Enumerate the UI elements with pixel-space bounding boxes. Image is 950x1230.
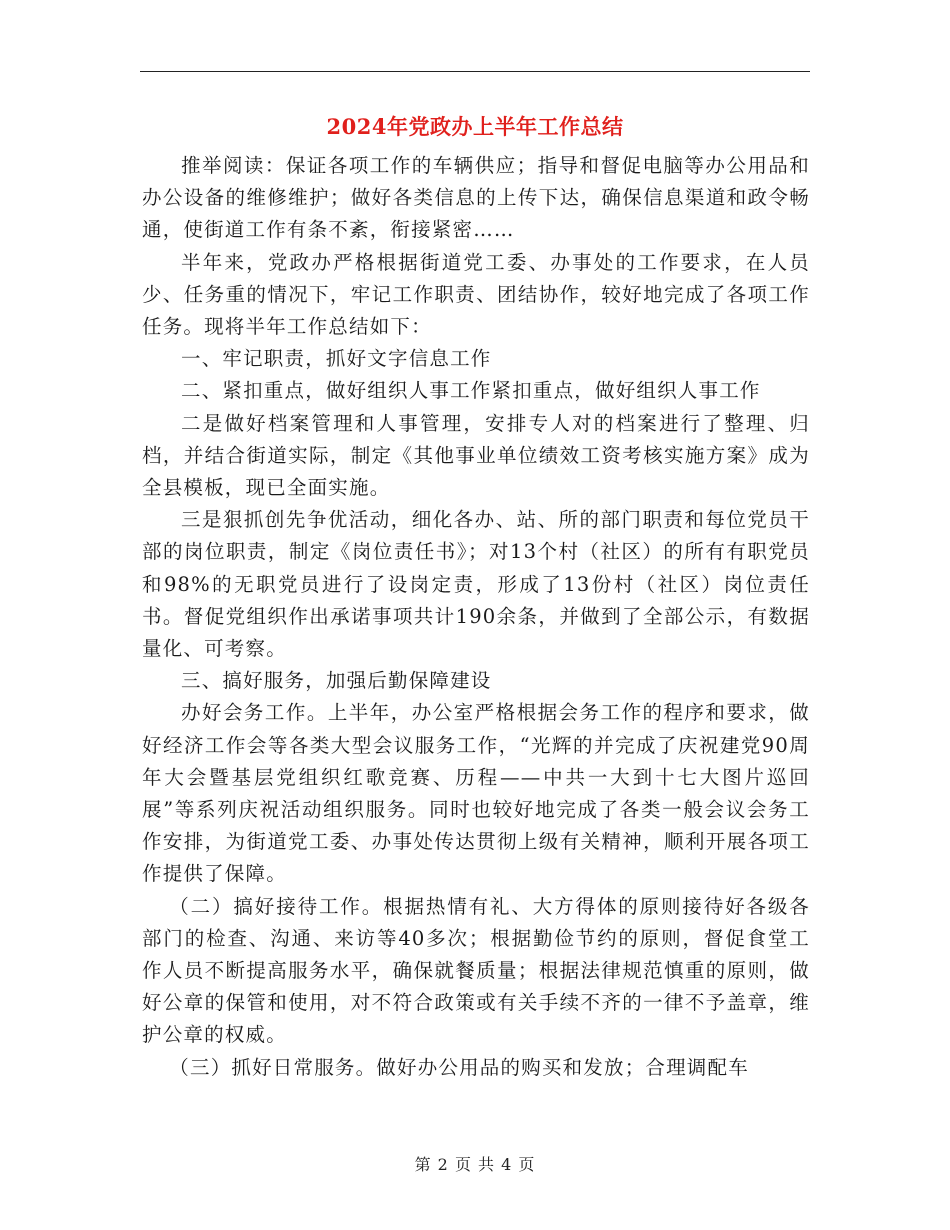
paragraph-meetings: 办好会务工作。上半年，办公室严格根据会务工作的程序和要求，做好经济工作会等各类大型会议服务工作，“光辉的并完成了庆祝建党90周年大会暨基层党组织红歌竞赛、历程——中共一大到十七大图片巡回展”等系列庆祝活动组织服务。同时也较好地完成了各类一般会议会务工作安排，为街道党工委、办事处传达贯彻上级有关精神，顺利开展各项工作提供了保障。 [142,701,810,886]
paragraph-excellence-campaign: 三是狠抓创先争优活动，细化各办、站、所的部门职责和每位党员干部的岗位职责，制定《岗位责任书》；对13个村（社区）的所有有职党员和98%的无职党员进行了设岗定责，形成了13份村（社区）岗位责任书。督促党组织作出承诺事项共计190余条，并做到了全部公示，有数据量化、可考察。 [142,508,810,661]
paragraph-reception: （二）搞好接待工作。根据热情有礼、大方得体的原则接待好各级各部门的检查、沟通、来访等40多次；根据勤俭节约的原则，督促食堂工作人员不断提高服务水平，确保就餐质量；根据法律规范慎重的原则，做好公章的保管和使用，对不符合政策或有关手续不齐的一律不予盖章，维护公章的权威。 [142,894,810,1047]
paragraph-intro: 半年来，党政办严格根据街道党工委、办事处的工作要求，在人员少、任务重的情况下，牢记工作职责、团结协作，较好地完成了各项工作任务。现将半年工作总结如下： [142,250,810,339]
section-heading-2: 二、紧扣重点，做好组织人事工作紧扣重点，做好组织人事工作 [181,379,761,403]
paragraph-recommended-reading: 推举阅读：保证各项工作的车辆供应；指导和督促电脑等办公用品和办公设备的维修维护；做好各类信息的上传下达，确保信息渠道和政令畅通，使街道工作有条不紊，衔接紧密…… [142,154,810,242]
page-number: 第 2 页 共 4 页 [414,1155,536,1174]
header-rule [140,71,810,72]
paragraph-daily-service: （三）抓好日常服务。做好办公用品的购买和发放；合理调配车 [169,1055,749,1079]
paragraph-archives: 二是做好档案管理和人事管理，安排专人对的档案进行了整理、归档，并结合街道实际，制定《其他事业单位绩效工资考核实施方案》成为全县模板，现已全面实施。 [142,411,810,500]
document-body [142,150,810,1084]
section-heading-3: 三、搞好服务，加强后勤保障建设 [181,669,492,693]
document-title: 2024年党政办上半年工作总结 [326,114,624,139]
section-heading-1: 一、牢记职责，抓好文字信息工作 [181,347,492,371]
